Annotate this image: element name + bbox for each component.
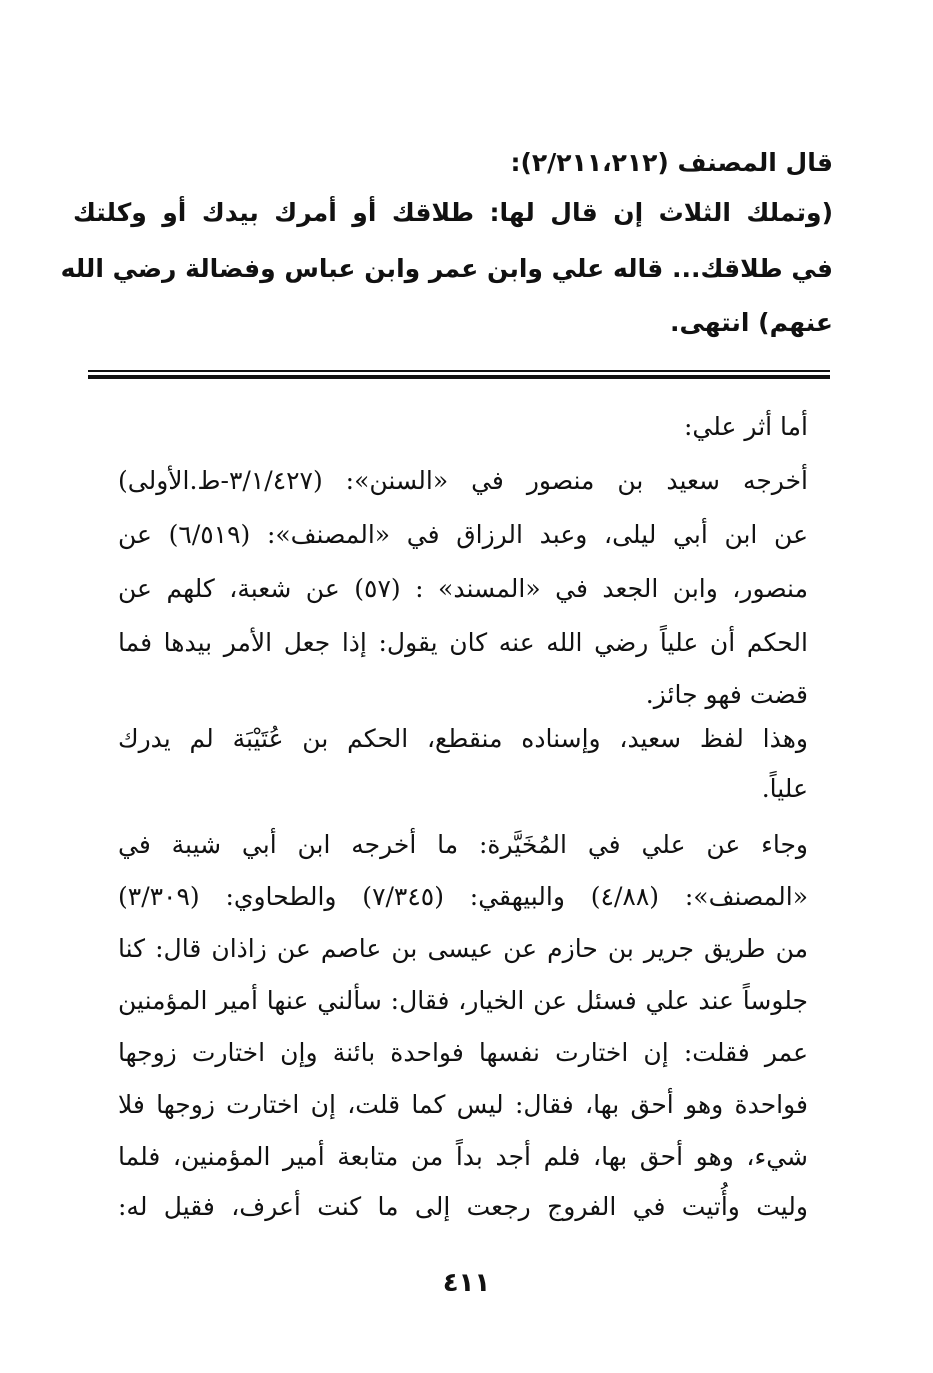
commentary-line: عن ابن أبي ليلى، وعبد الرزاق في «المصنف»: (٦/٥١٩) عن bbox=[118, 520, 808, 549]
commentary-line: شيء، وهو أحق بها، فلم أجد بداً من متابعة أمير المؤمنين، فلما bbox=[118, 1142, 808, 1171]
separator-rule-bottom bbox=[88, 375, 830, 379]
commentary-line: «المصنف»: (٤/٨٨) والبيهقي: (٧/٣٤٥) والطحاوي: (٣/٣٠٩) bbox=[118, 882, 808, 911]
commentary-line: من طريق جرير بن حازم عن عيسى بن عاصم عن زاذان قال: كنا bbox=[118, 934, 808, 963]
separator-rule-top bbox=[88, 370, 830, 372]
commentary-line: منصور، وابن الجعد في «المسند» : (٥٧) عن شعبة، كلهم عن bbox=[118, 574, 808, 603]
commentary-line: وهذا لفظ سعيد، وإسناده منقطع، الحكم بن عُتَيْبَة لم يدرك bbox=[118, 724, 808, 753]
commentary-line: أما أثر علي: bbox=[684, 412, 808, 441]
commentary-line: قضت فهو جائز. bbox=[645, 680, 808, 709]
commentary-line: جلوساً عند علي فسئل عن الخيار، فقال: سألني عنها أمير المؤمنين bbox=[118, 986, 808, 1015]
commentary-line: علياً. bbox=[761, 774, 808, 803]
quote-line: في طلاقك... قاله علي وابن عمر وابن عباس وفضالة رضي الله bbox=[60, 254, 833, 283]
quote-heading: قال المصنف (٢/٢١١،٢١٢): bbox=[510, 148, 833, 177]
commentary-line: فواحدة وهو أحق بها، فقال: ليس كما قلت، إن اختارت زوجها فلا bbox=[118, 1090, 808, 1119]
commentary-line: وجاء عن علي في المُخَيَّرة: ما أخرجه ابن أبي شيبة في bbox=[118, 830, 808, 859]
quote-line: (وتملك الثلاث إن قال لها: طلاقك أو أمرك بيدك أو وكلتك bbox=[73, 198, 833, 227]
page-number: ٤١١ bbox=[442, 1268, 491, 1298]
commentary-line: أخرجه سعيد بن منصور في «السنن»: (٣/١/٤٢٧-ط.الأولى) bbox=[118, 466, 808, 495]
quote-line: عنهم) انتهى. bbox=[670, 308, 833, 337]
commentary-line: الحكم أن علياً رضي الله عنه كان يقول: إذا جعل الأمر بيدها فما bbox=[118, 628, 808, 657]
commentary-line: وليت وأُتيت في الفروج رجعت إلى ما كنت أعرف، فقيل له: bbox=[118, 1192, 808, 1221]
commentary-line: عمر فقلت: إن اختارت نفسها فواحدة بائنة وإن اختارت زوجها bbox=[118, 1038, 808, 1067]
